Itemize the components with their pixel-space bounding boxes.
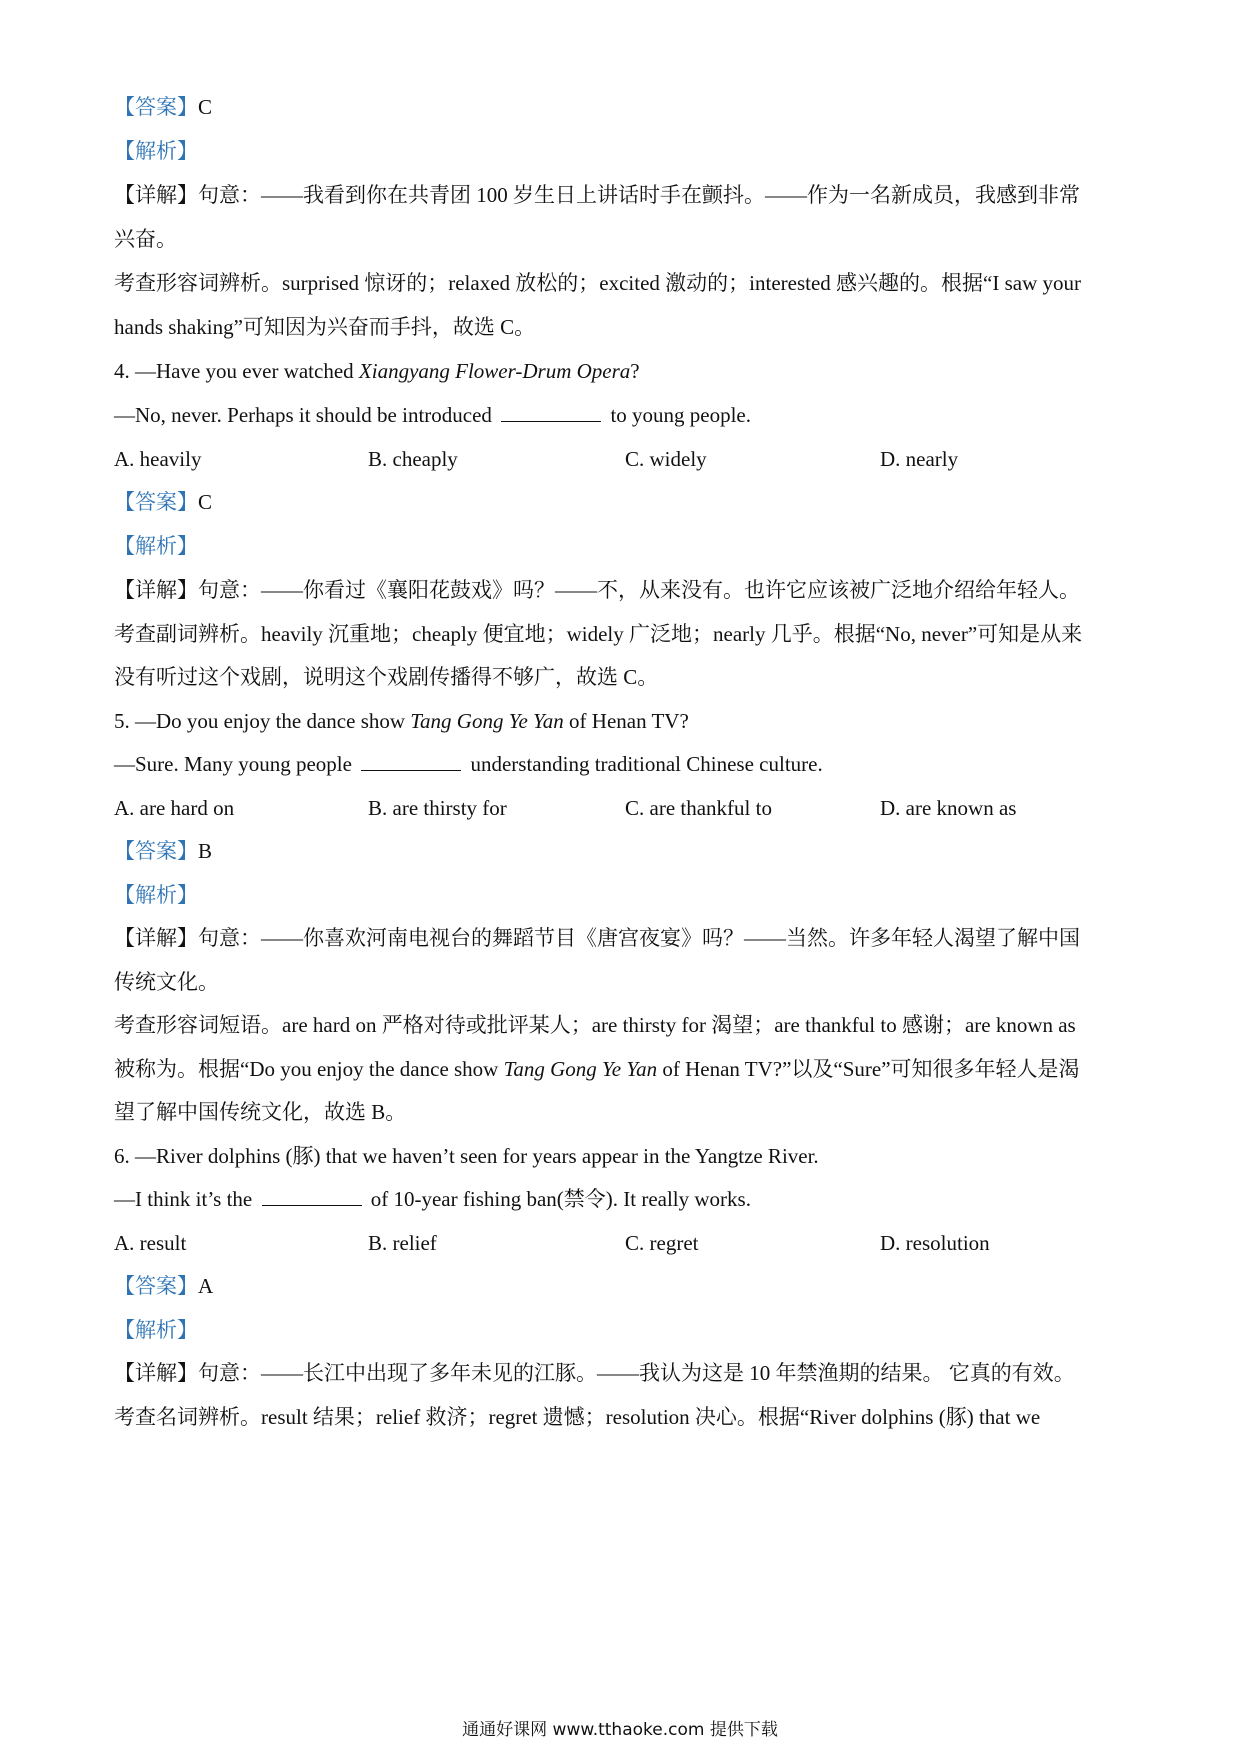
option-c: C. regret <box>625 1231 699 1255</box>
detail-line <box>114 180 1134 210</box>
question-text: understanding traditional Chinese culture. <box>465 752 823 776</box>
answer-line <box>114 836 1134 866</box>
option-c: C. widely <box>625 447 707 471</box>
question-text: —No, never. Perhaps it should be introduced <box>114 403 498 427</box>
question-title-italic: Tang Gong Ye Yan <box>410 709 564 733</box>
answer-tag: 【答案】 <box>114 95 198 119</box>
detail-tag: 【详解】 <box>114 578 198 602</box>
answer-tag: 【答案】 <box>114 839 198 863</box>
answer-value: C <box>198 490 213 514</box>
question-5-line-1 <box>114 706 1134 736</box>
detail-text: 句意：——我看到你在共青团 100 岁生日上讲话时手在颤抖。——作为一名新成员，我感到非常 <box>198 183 1080 207</box>
option-d: D. nearly <box>880 447 959 471</box>
answer-line <box>114 487 1134 517</box>
answer-blank <box>262 1187 362 1206</box>
analysis-tag: 【解析】 <box>114 883 198 907</box>
explanation-text-cont: 没有听过这个戏剧，说明这个戏剧传播得不够广，故选 C。 <box>114 665 659 689</box>
analysis-tag: 【解析】 <box>114 139 198 163</box>
option-b: B. relief <box>368 1231 437 1255</box>
detail-tag: 【详解】 <box>114 926 198 950</box>
detail-text-cont: 兴奋。 <box>114 227 177 251</box>
analysis-line <box>114 880 1134 910</box>
option-b: B. are thirsty for <box>368 796 507 820</box>
analysis-line <box>114 1315 1134 1345</box>
analysis-tag: 【解析】 <box>114 1318 198 1342</box>
detail-text-cont: 传统文化。 <box>114 970 219 994</box>
question-text: to young people. <box>605 403 751 427</box>
detail-text: 句意：——长江中出现了多年未见的江豚。——我认为这是 10 年禁渔期的结果。 它真的有效。 <box>198 1361 1075 1385</box>
answer-tag: 【答案】 <box>114 1274 198 1298</box>
analysis-line <box>114 136 1134 166</box>
question-title-italic: Tang Gong Ye Yan <box>503 1057 658 1081</box>
question-text: ? <box>630 359 640 383</box>
explanation-text: 考查形容词辨析。surprised 惊讶的；relaxed 放松的；excited 激动的；interested 感兴趣的。根据“I saw your <box>114 271 1082 295</box>
option-d: D. are known as <box>880 796 1017 820</box>
explanation-text: 考查副词辨析。heavily 沉重地；cheaply 便宜地；widely 广泛地；nearly 几乎。根据“No, never”可知是从来 <box>114 622 1083 646</box>
question-text: —Sure. Many young people <box>114 752 358 776</box>
option-d: D. resolution <box>880 1231 990 1255</box>
answer-line <box>114 92 1134 122</box>
question-text: of Henan TV? <box>563 709 689 733</box>
question-title-italic: Xiangyang Flower-Drum Opera <box>358 359 631 383</box>
option-a: A. result <box>114 1231 187 1255</box>
question-6-line-1: 6. —River dolphins (豚) that we haven’t seen for years appear in the Yangtze River. <box>114 1144 819 1168</box>
question-4-line-2 <box>114 400 1134 430</box>
option-a: A. are hard on <box>114 796 235 820</box>
option-b: B. cheaply <box>368 447 458 471</box>
answer-blank <box>501 403 601 422</box>
question-6-line-2 <box>114 1184 1134 1214</box>
explanation-text-cont <box>114 1054 1134 1084</box>
explanation-text-cont: hands shaking”可知因为兴奋而手抖，故选 C。 <box>114 315 536 339</box>
detail-line <box>114 923 1134 953</box>
question-text: of 10-year fishing ban(禁令). It really works. <box>365 1187 751 1211</box>
answer-value: C <box>198 95 213 119</box>
detail-line <box>114 575 1134 605</box>
option-a: A. heavily <box>114 447 202 471</box>
answer-tag: 【答案】 <box>114 490 198 514</box>
explanation-text: 被称为。根据“Do you enjoy the dance show <box>114 1057 504 1081</box>
detail-tag: 【详解】 <box>114 1361 198 1385</box>
question-text: 4. —Have you ever watched <box>114 359 359 383</box>
answer-line <box>114 1271 1134 1301</box>
explanation-text: 考查名词辨析。result 结果；relief 救济；regret 遗憾；resolution 决心。根据“River dolphins (豚) that we <box>114 1405 1041 1429</box>
explanation-text: 考查形容词短语。are hard on 严格对待或批评某人；are thirsty for 渴望；are thankful to 感谢；are known as <box>114 1013 1076 1037</box>
detail-text: 句意：——你喜欢河南电视台的舞蹈节目《唐宫夜宴》吗？——当然。许多年轻人渴望了解中国 <box>198 926 1080 950</box>
explanation-text-cont: 望了解中国传统文化，故选 B。 <box>114 1100 407 1124</box>
question-text: —I think it’s the <box>114 1187 258 1211</box>
analysis-line <box>114 531 1134 561</box>
detail-line <box>114 1358 1134 1388</box>
explanation-text: of Henan TV?”以及“Sure”可知很多年轻人是渴 <box>657 1057 1080 1081</box>
question-5-line-2 <box>114 749 1134 779</box>
question-text: 5. —Do you enjoy the dance show <box>114 709 411 733</box>
answer-value: B <box>198 839 213 863</box>
answer-value: A <box>198 1274 214 1298</box>
question-4-line-1 <box>114 356 1134 386</box>
detail-tag: 【详解】 <box>114 183 198 207</box>
page-footer: 通通好课网 www.tthaoke.com 提供下载 <box>462 1720 778 1740</box>
answer-blank <box>361 752 461 771</box>
detail-text: 句意：——你看过《襄阳花鼓戏》吗？——不，从来没有。也许它应该被广泛地介绍给年轻人。 <box>198 578 1080 602</box>
option-c: C. are thankful to <box>625 796 772 820</box>
analysis-tag: 【解析】 <box>114 534 198 558</box>
